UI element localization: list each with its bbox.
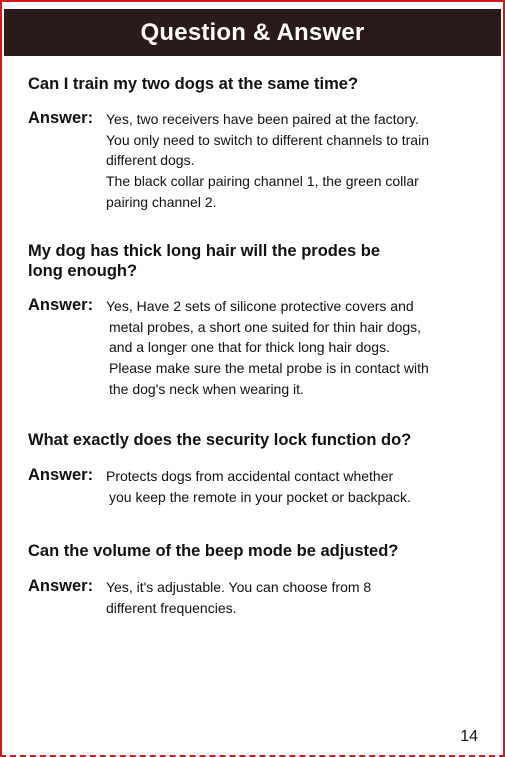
question-4-line-1: Can the volume of the beep mode be adjusted? [28,542,399,560]
answer-3-label: Answer: [28,466,94,484]
answer-1-label: Answer: [28,109,94,127]
question-3-line-1: What exactly does the security lock function do? [28,431,412,449]
answer-4-line-2: different frequencies. [106,599,237,616]
answer-3-line-2: you keep the remote in your pocket or backpack. [109,488,411,505]
answer-2-line-5: the dog's neck when wearing it. [109,380,304,397]
answer-2-line-3: and a longer one that for thick long hair dogs. [109,339,390,356]
answer-1-line-2: You only need to switch to different channels to train [106,131,429,148]
qa-item-3 [28,430,478,507]
answer-1 [28,108,478,213]
answer-1-line-4: The black collar pairing channel 1, the green collar [106,173,419,190]
answer-2 [28,295,478,400]
answer-2-text [106,295,429,400]
question-2-line-2: long enough? [28,262,138,280]
answer-2-label: Answer: [28,296,94,314]
header-bar [4,9,501,56]
question-2-line-1: My dog has thick long hair will the prodes be [28,242,381,260]
answer-1-line-5: pairing channel 2. [106,193,217,210]
answer-4 [28,576,478,618]
question-4 [28,541,478,561]
answer-3-line-1: Protects dogs from accidental contact whether [106,468,394,484]
qa-item-2 [28,241,478,400]
qa-item-4 [28,541,478,618]
question-2 [28,241,478,281]
answer-2-line-4: Please make sure the metal probe is in contact with [109,360,429,377]
answer-1-text [106,108,429,213]
qa-item-1 [28,74,478,213]
answer-3 [28,465,478,507]
answer-4-label: Answer: [28,577,94,595]
page-number: 14 [460,728,478,745]
answer-2-line-2: metal probes, a short one suited for thin hair dogs, [109,318,422,335]
question-1-line-1: Can I train my two dogs at the same time? [28,75,359,93]
answer-2-line-1: Yes, Have 2 sets of silicone protective covers and [106,298,414,314]
answer-4-text [106,576,371,618]
question-3 [28,430,478,450]
answer-3-text [106,465,411,507]
question-1 [28,74,478,94]
answer-1-line-1: Yes, two receivers have been paired at the factory. [106,111,419,127]
answer-1-line-3: different dogs. [106,152,195,169]
page-title: Question & Answer [140,18,365,46]
answer-4-line-1: Yes, it's adjustable. You can choose from 8 [106,579,372,595]
